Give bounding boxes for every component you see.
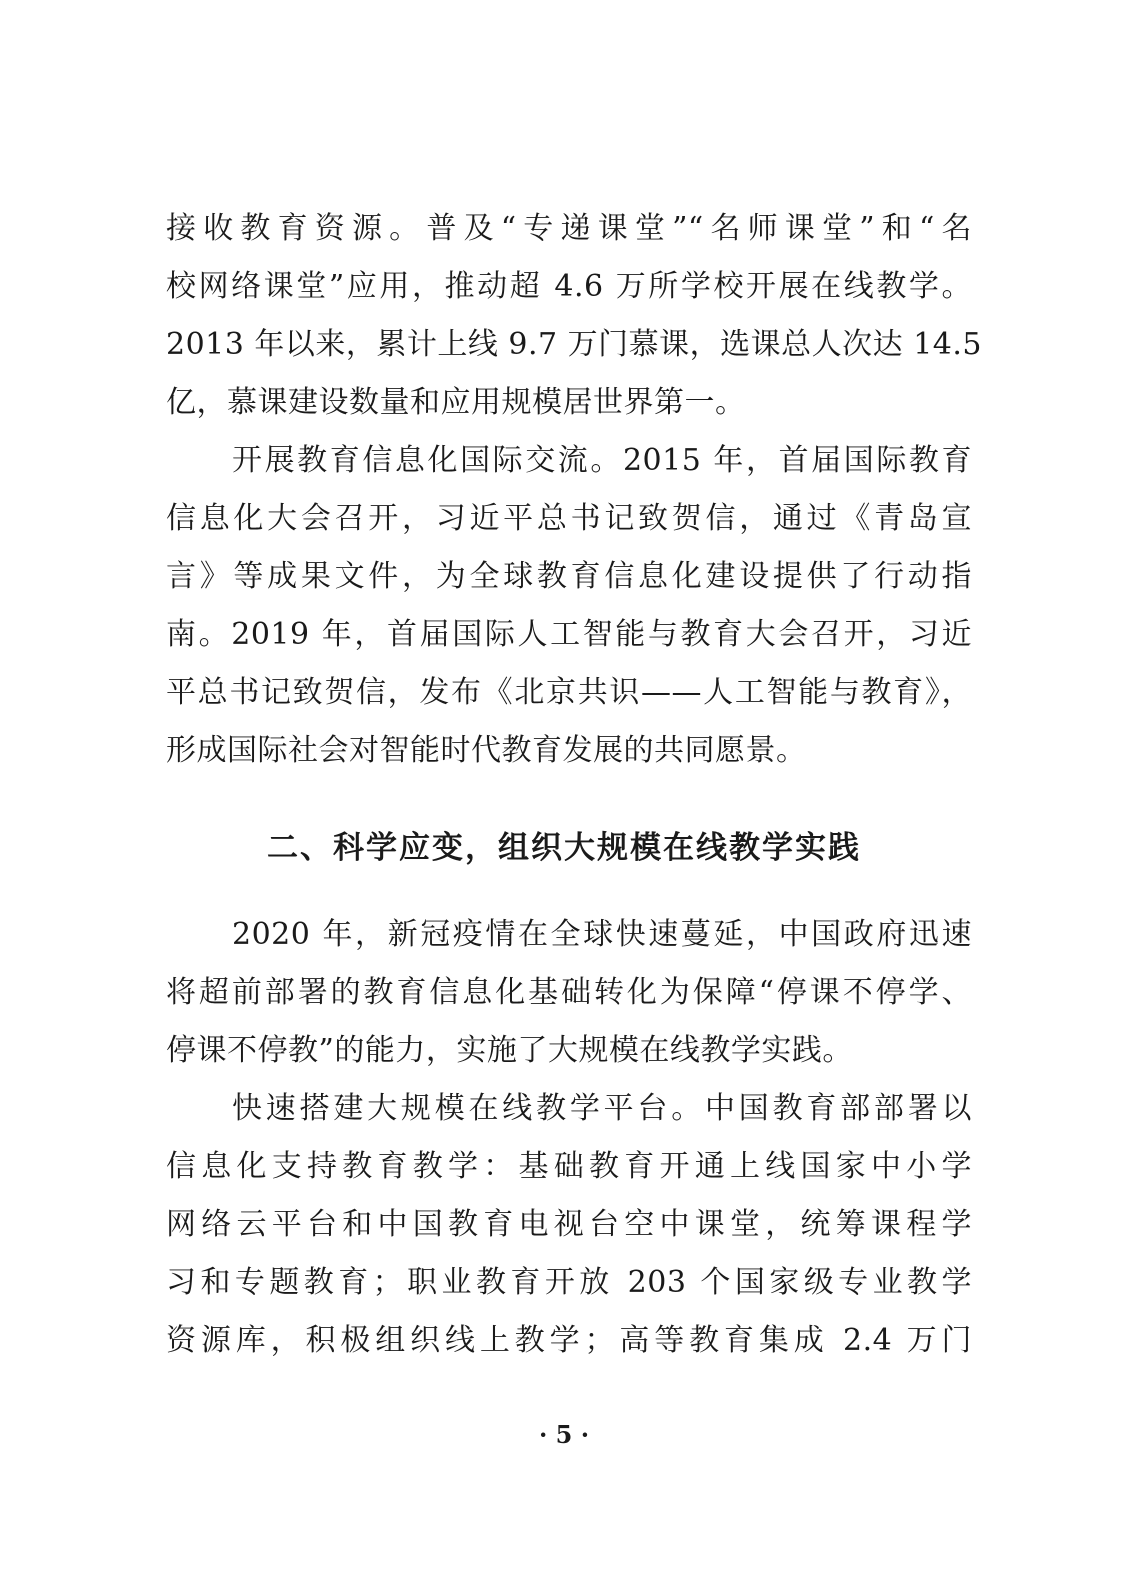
paragraph-line: 习和专题教育；职业教育开放 203 个国家级专业教学	[166, 1265, 972, 1300]
paragraph-line: 言》等成果文件，为全球教育信息化建设提供了行动指	[166, 559, 972, 594]
paragraph-line: 校网络课堂”应用，推动超 4.6 万所学校开展在线教学。	[166, 269, 972, 304]
page-number: · 5 ·	[538, 1420, 590, 1449]
paragraph-line: 信息化支持教育教学：基础教育开通上线国家中小学	[166, 1149, 972, 1184]
paragraph-line: 形成国际社会对智能时代教育发展的共同愿景。	[166, 733, 807, 768]
paragraph-line: 资源库，积极组织线上教学；高等教育集成 2.4 万门	[166, 1323, 972, 1358]
paragraph-line: 网络云平台和中国教育电视台空中课堂，统筹课程学	[166, 1207, 972, 1242]
section-heading: 二、科学应变，组织大规模在线教学实践	[267, 830, 861, 866]
paragraph-line: 2020 年，新冠疫情在全球快速蔓延，中国政府迅速	[232, 917, 972, 952]
text-block-2	[166, 906, 972, 1370]
paragraph-line: 将超前部署的教育信息化基础转化为保障“停课不停学、	[166, 975, 972, 1010]
paragraph-line: 停课不停教”的能力，实施了大规模在线教学实践。	[166, 1033, 853, 1068]
paragraph-line: 开展教育信息化国际交流。2015 年，首届国际教育	[232, 443, 972, 478]
paragraph-line: 南。2019 年，首届国际人工智能与教育大会召开，习近	[166, 617, 972, 652]
paragraph-line: 亿，慕课建设数量和应用规模居世界第一。	[166, 385, 746, 420]
paragraph-line: 2013 年以来，累计上线 9.7 万门慕课，选课总人次达 14.5	[166, 327, 982, 362]
text-block-1	[166, 200, 982, 780]
paragraph-line: 快速搭建大规模在线教学平台。中国教育部部署以	[232, 1091, 972, 1126]
paragraph-line: 接收教育资源。普及“专递课堂”“名师课堂”和“名	[166, 211, 972, 246]
paragraph-line: 信息化大会召开，习近平总书记致贺信，通过《青岛宣	[166, 501, 972, 536]
paragraph-line: 平总书记致贺信，发布《北京共识——人工智能与教育》，	[166, 675, 972, 710]
